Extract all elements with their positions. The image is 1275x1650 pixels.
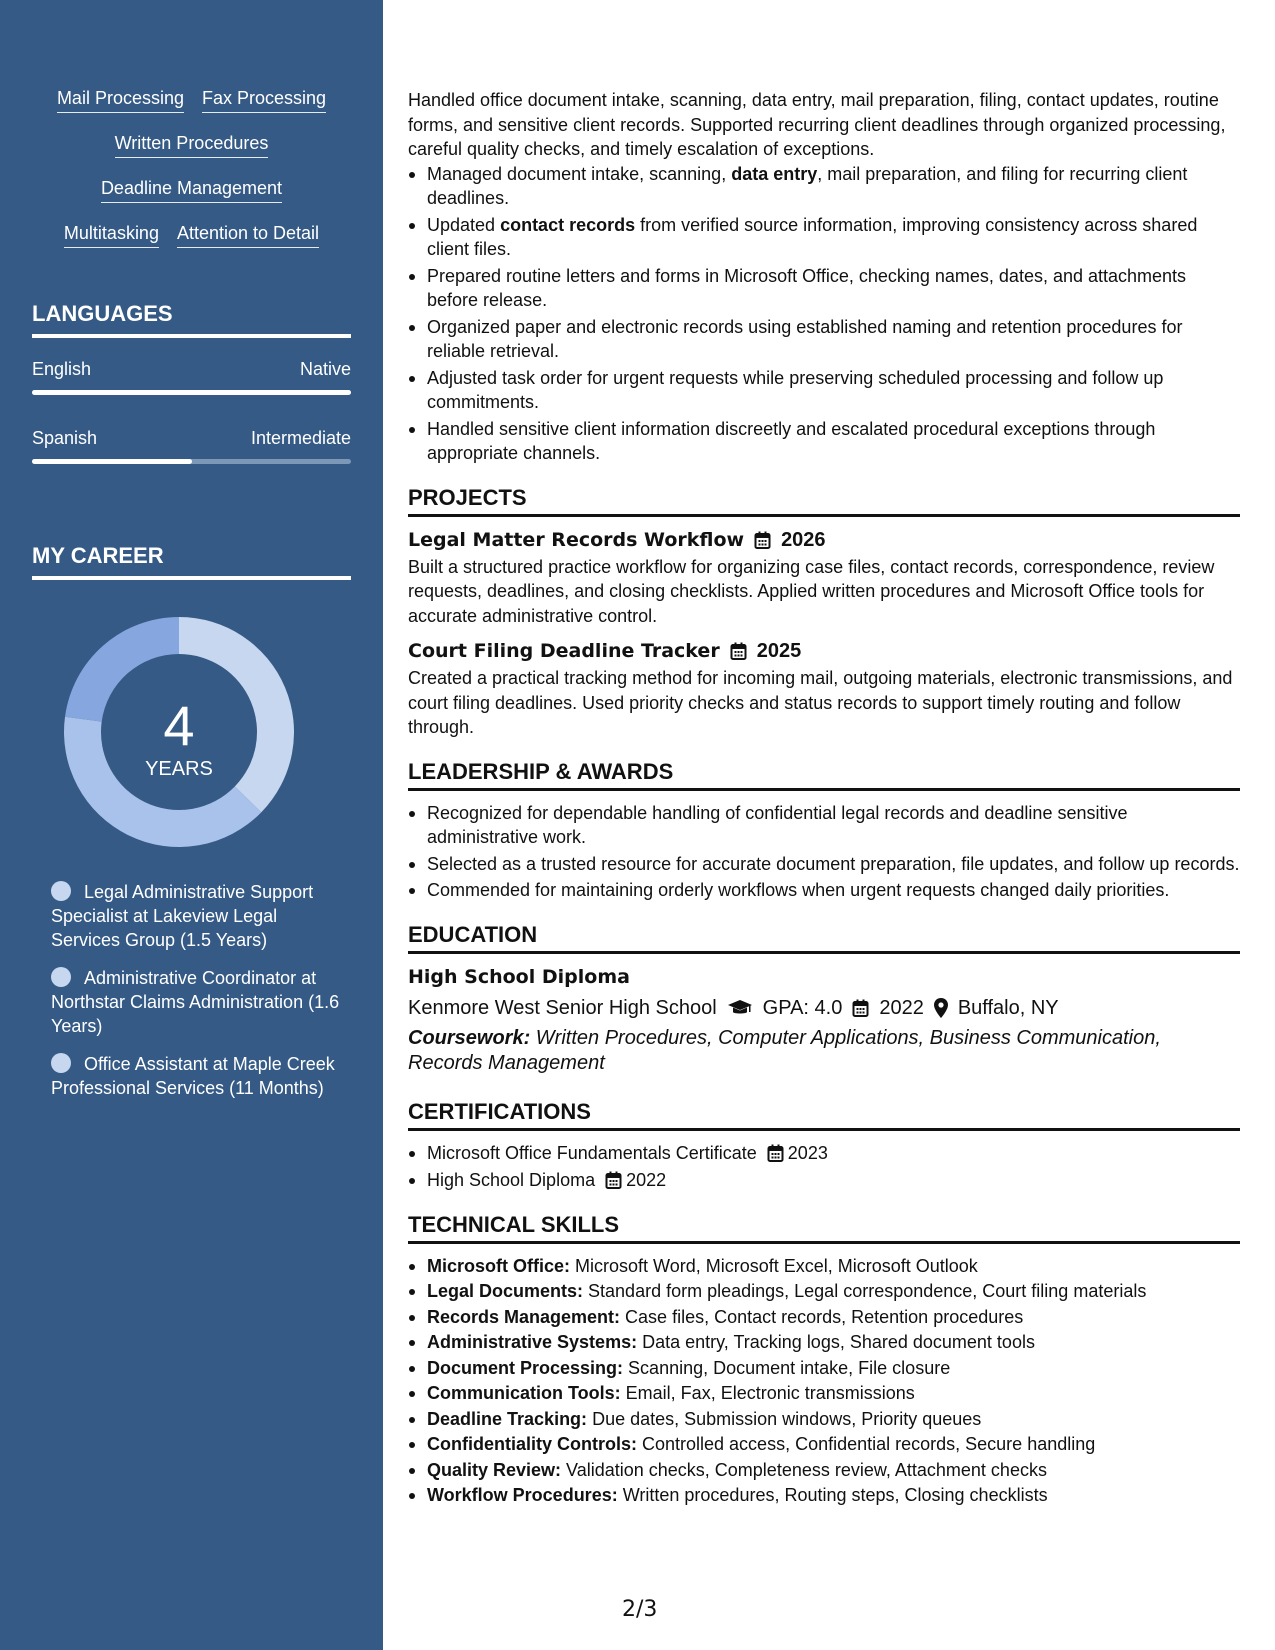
- language-name: English: [32, 359, 92, 379]
- skill-item: Quality Review: Validation checks, Completeness review, Attachment checks: [408, 1458, 1240, 1483]
- experience-bullet: Updated contact records from verified source information, improving consistency across shared client files.: [408, 213, 1240, 262]
- education-location: Buffalo, NY: [957, 996, 1059, 1019]
- project-year: 2026: [781, 528, 826, 551]
- skills-list: [408, 1254, 1240, 1508]
- bullet-dot-icon: [51, 967, 71, 987]
- languages-heading: LANGUAGES: [32, 301, 351, 338]
- project-year: 2025: [756, 640, 802, 662]
- skill-tag[interactable]: Written Procedures: [115, 131, 269, 158]
- project-title: Legal Matter Records Workflow: [408, 528, 745, 551]
- skill-tag[interactable]: Deadline Management: [101, 176, 282, 203]
- location-pin-icon: [934, 998, 948, 1018]
- language-level: Intermediate: [250, 428, 351, 448]
- career-item: [51, 1052, 341, 1100]
- skill-item: Deadline Tracking: Due dates, Submission windows, Priority queues: [408, 1407, 1240, 1432]
- skills-heading: TECHNICAL SKILLS: [408, 1211, 1240, 1244]
- leadership-list: [408, 801, 1240, 903]
- tag-row: [32, 86, 351, 131]
- tag-row: [32, 131, 351, 176]
- sidebar: [0, 0, 383, 1650]
- language-spanish: [32, 427, 351, 464]
- project-description: Created a practical tracking method for incoming mail, outgoing materials, electronic transmissions, and court filing deadlines. Used priority checks and status records to support timely routing and follow through.: [408, 668, 1233, 737]
- certification-year: 2022: [626, 1170, 667, 1190]
- certification-name: Microsoft Office Fundamentals Certificate: [427, 1142, 757, 1163]
- education-gpa: GPA: 4.0: [762, 996, 843, 1019]
- page-number: 2/3: [622, 1597, 658, 1622]
- leadership-item: Commended for maintaining orderly workflows when urgent requests changed daily priorities.: [408, 878, 1240, 903]
- career-donut-segment: [65, 617, 179, 722]
- leadership-heading: LEADERSHIP & AWARDS: [408, 758, 1240, 791]
- experience-bullet: Prepared routine letters and forms in Microsoft Office, checking names, dates, and attachments before release.: [408, 264, 1240, 313]
- certification-item: [408, 1141, 1240, 1166]
- project-item: [408, 638, 1240, 740]
- career-item-text: Administrative Coordinator at Northstar Claims Administration (1.6 Years): [51, 968, 340, 1036]
- graduation-cap-icon: [727, 999, 753, 1017]
- career-years-number: 4: [163, 694, 195, 757]
- career-heading: MY CAREER: [32, 543, 351, 580]
- language-level: Native: [299, 359, 351, 379]
- career-item: [51, 880, 341, 952]
- calendar-icon: [852, 999, 869, 1017]
- certifications-list: [408, 1141, 1240, 1193]
- skill-tag[interactable]: Mail Processing: [57, 86, 184, 113]
- projects-heading: PROJECTS: [408, 484, 1240, 517]
- career-item-text: Legal Administrative Support Specialist at Lakeview Legal Services Group (1.5 Years): [51, 882, 314, 950]
- skill-tag[interactable]: Multitasking: [64, 221, 159, 248]
- career-donut-chart: [64, 617, 294, 847]
- certification-item: [408, 1168, 1240, 1193]
- main-content: [408, 88, 1240, 1509]
- project-description: Built a structured practice workflow for organizing case files, contact records, correspondence, review requests, deadlines, and closing checklists. Applied written procedures and Microsoft Office tools for accurate administrative control.: [408, 556, 1215, 626]
- skill-tag[interactable]: Attention to Detail: [177, 221, 319, 248]
- certifications-heading: CERTIFICATIONS: [408, 1098, 1240, 1131]
- skill-item: Records Management: Case files, Contact records, Retention procedures: [408, 1305, 1240, 1330]
- skill-tag[interactable]: Fax Processing: [202, 86, 326, 113]
- skill-item: Legal Documents: Standard form pleadings, Legal correspondence, Court filing materials: [408, 1279, 1240, 1304]
- calendar-icon: [767, 1144, 784, 1162]
- language-english: [32, 358, 351, 395]
- calendar-icon: [605, 1171, 622, 1189]
- project-item: [408, 527, 1240, 629]
- career-years-unit: YEARS: [145, 758, 213, 780]
- skill-item: Workflow Procedures: Written procedures, Routing steps, Closing checklists: [408, 1483, 1240, 1508]
- experience-bullet: Organized paper and electronic records using established naming and retention procedures for reliable retrieval.: [408, 315, 1240, 364]
- career-item: [51, 966, 341, 1038]
- leadership-item: Selected as a trusted resource for accurate document preparation, file updates, and follow up records.: [408, 852, 1240, 877]
- skill-item: Confidentiality Controls: Controlled access, Confidential records, Secure handling: [408, 1432, 1240, 1457]
- language-bar-fill: [32, 390, 351, 395]
- calendar-icon: [754, 531, 771, 549]
- experience-bullet: Adjusted task order for urgent requests while preserving scheduled processing and follow up commitments.: [408, 366, 1240, 415]
- tag-row: [32, 176, 351, 221]
- career-donut-segment: [179, 617, 294, 812]
- career-list: [51, 880, 341, 1114]
- experience-bullet: Handled sensitive client information discreetly and escalated procedural exceptions through appropriate channels.: [408, 417, 1240, 466]
- language-name: Spanish: [32, 428, 98, 448]
- calendar-icon: [730, 642, 747, 660]
- certification-year: 2023: [787, 1142, 828, 1163]
- language-bar: [32, 459, 351, 464]
- education-year: 2022: [879, 996, 924, 1019]
- skill-item: Communication Tools: Email, Fax, Electronic transmissions: [408, 1381, 1240, 1406]
- experience-summary: Handled office document intake, scanning, data entry, mail preparation, filing, contact updates, routine forms, and sensitive client records. Supported recurring client deadlines through organized processing, careful quality checks, and timely escalation of exceptions.: [408, 90, 1226, 159]
- education-details: [408, 994, 1240, 1022]
- skill-tags: [32, 86, 351, 266]
- leadership-item: Recognized for dependable handling of confidential legal records and deadline sensitive administrative work.: [408, 801, 1240, 850]
- tag-row: [32, 221, 351, 266]
- education-heading: EDUCATION: [408, 921, 1240, 954]
- bullet-dot-icon: [51, 881, 71, 901]
- language-bar: [32, 390, 351, 395]
- bullet-dot-icon: [51, 1053, 71, 1073]
- experience-bullet: Managed document intake, scanning, data entry, mail preparation, and filing for recurring client deadlines.: [408, 162, 1240, 211]
- education-school: Kenmore West Senior High School: [408, 996, 717, 1019]
- project-title: Court Filing Deadline Tracker: [408, 640, 720, 662]
- language-bar-fill: [32, 459, 192, 464]
- career-item-text: Office Assistant at Maple Creek Professional Services (11 Months): [51, 1054, 335, 1098]
- education-coursework: Coursework: Written Procedures, Computer Applications, Business Communication, Records Management: [408, 1026, 1161, 1074]
- certification-name: High School Diploma: [427, 1170, 596, 1190]
- education-degree: High School Diploma: [408, 965, 630, 988]
- skill-item: Microsoft Office: Microsoft Word, Microsoft Excel, Microsoft Outlook: [408, 1254, 1240, 1279]
- skill-item: Document Processing: Scanning, Document intake, File closure: [408, 1356, 1240, 1381]
- experience-bullets: [408, 162, 1240, 466]
- skill-item: Administrative Systems: Data entry, Tracking logs, Shared document tools: [408, 1330, 1240, 1355]
